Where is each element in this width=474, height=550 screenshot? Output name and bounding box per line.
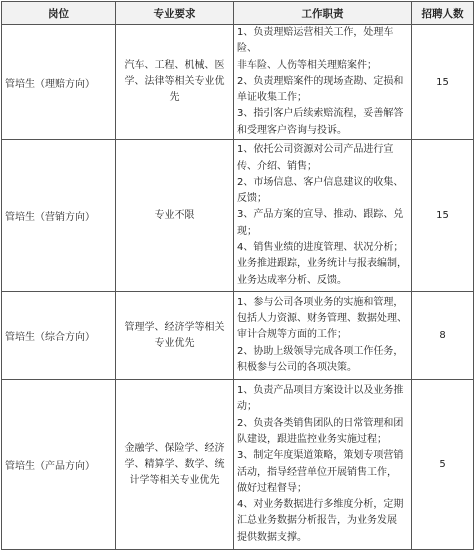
position-cell: 管培生（综合方向） [2, 292, 116, 380]
duty-line: 1、依托公司资源对公司产品进行宣 [237, 144, 394, 156]
duty-line: 反馈； [237, 193, 267, 205]
position-cell: 管培生（理赔方向） [2, 25, 116, 140]
duty-line: 2、协助上级领导完成各项工作任务， [237, 345, 404, 357]
table-row-marketing [2, 140, 474, 292]
duty-line: 活动，指导经营单位开展销售工作， [237, 466, 397, 478]
requirement-cell [116, 25, 234, 140]
requirement-cell [116, 380, 234, 550]
duty-line: 业务推进跟踪，业务统计与报表编制， [237, 258, 407, 270]
count-cell: 15 [412, 25, 474, 140]
requirement-line: 计学等相关专业优先 [129, 474, 220, 486]
duty-line: 4、销售业绩的进度管理、状况分析； [237, 242, 404, 254]
header-requirement: 专业要求 [116, 2, 234, 25]
duty-line: 现； [237, 225, 257, 237]
duties-cell [234, 380, 412, 550]
position-cell: 管培生（产品方向） [2, 380, 116, 550]
requirement-line: 专业优先 [154, 337, 195, 349]
header-row [2, 2, 474, 25]
requirement-line: 汽车、工程、机械、医 [124, 60, 225, 72]
duty-line: 1、负责理赔运营相关工作，处理车险、 [237, 27, 394, 55]
duty-line: 3、指引客户后续索赔流程，妥善解答 [237, 108, 404, 120]
duty-line: 积极参与公司的各项决策。 [237, 362, 357, 374]
duty-line: 4、对业务数据进行多维度分析，定期 [237, 499, 404, 511]
count-cell: 8 [412, 292, 474, 380]
requirement-line: 专业不限 [154, 209, 195, 221]
duty-line: 做好过程督导； [237, 482, 307, 494]
duty-line: 1、负责产品项目方案设计以及业务推动； [237, 385, 404, 413]
duties-cell [234, 292, 412, 380]
duties-cell [234, 25, 412, 140]
duty-line: 队建设，跟进监控业务实施过程； [237, 433, 387, 445]
duty-line: 和受理客户咨询与投诉。 [237, 124, 347, 136]
duty-line: 审计合规等方面的工作； [237, 329, 347, 341]
count-cell: 15 [412, 140, 474, 292]
table-row-claims [2, 25, 474, 140]
duty-line: 传、介绍、销售； [237, 160, 317, 172]
header-position: 岗位 [2, 2, 116, 25]
duty-line: 非车险、人伤等相关理赔案件； [237, 59, 377, 71]
duty-line: 3、产品方案的宣导、推动、跟踪、兑 [237, 209, 404, 221]
duty-line: 1、参与公司各项业务的实施和管理， [237, 296, 404, 308]
requirement-line: 管理学、经济学等相关 [124, 321, 225, 333]
table-row-general [2, 292, 474, 380]
requirement-cell [116, 292, 234, 380]
requirement-line: 先 [169, 92, 180, 104]
requirement-line: 金融学、保险学、经济 [124, 442, 225, 454]
count-cell: 5 [412, 380, 474, 550]
requirement-line: 学、精算学、数学、统 [124, 458, 225, 470]
duties-cell [234, 140, 412, 292]
duty-line: 2、市场信息、客户信息建议的收集、 [237, 176, 404, 188]
duty-line: 业务达成率分析、反馈。 [237, 274, 347, 286]
duty-line: 2、负责各类销售团队的日常管理和团 [237, 417, 404, 429]
position-cell: 管培生（营销方向） [2, 140, 116, 292]
requirement-cell [116, 140, 234, 292]
header-count: 招聘人数 [412, 2, 474, 25]
duty-line: 提供数据支撑。 [237, 531, 307, 543]
duty-line: 2、负责理赔案件的现场查勘、定损和 [237, 75, 404, 87]
table-row-product [2, 380, 474, 550]
recruitment-table [1, 1, 474, 550]
duty-line: 单证收集工作； [237, 92, 307, 104]
duty-line: 汇总业务数据分析报告，为业务发展 [237, 515, 397, 527]
header-duties: 工作职责 [234, 2, 412, 25]
duty-line: 3、制定年度渠道策略，策划专项营销 [237, 450, 404, 462]
requirement-line: 学、法律等相关专业优 [124, 76, 225, 88]
duty-line: 包括人力资源、财务管理、数据处理、 [237, 313, 407, 325]
